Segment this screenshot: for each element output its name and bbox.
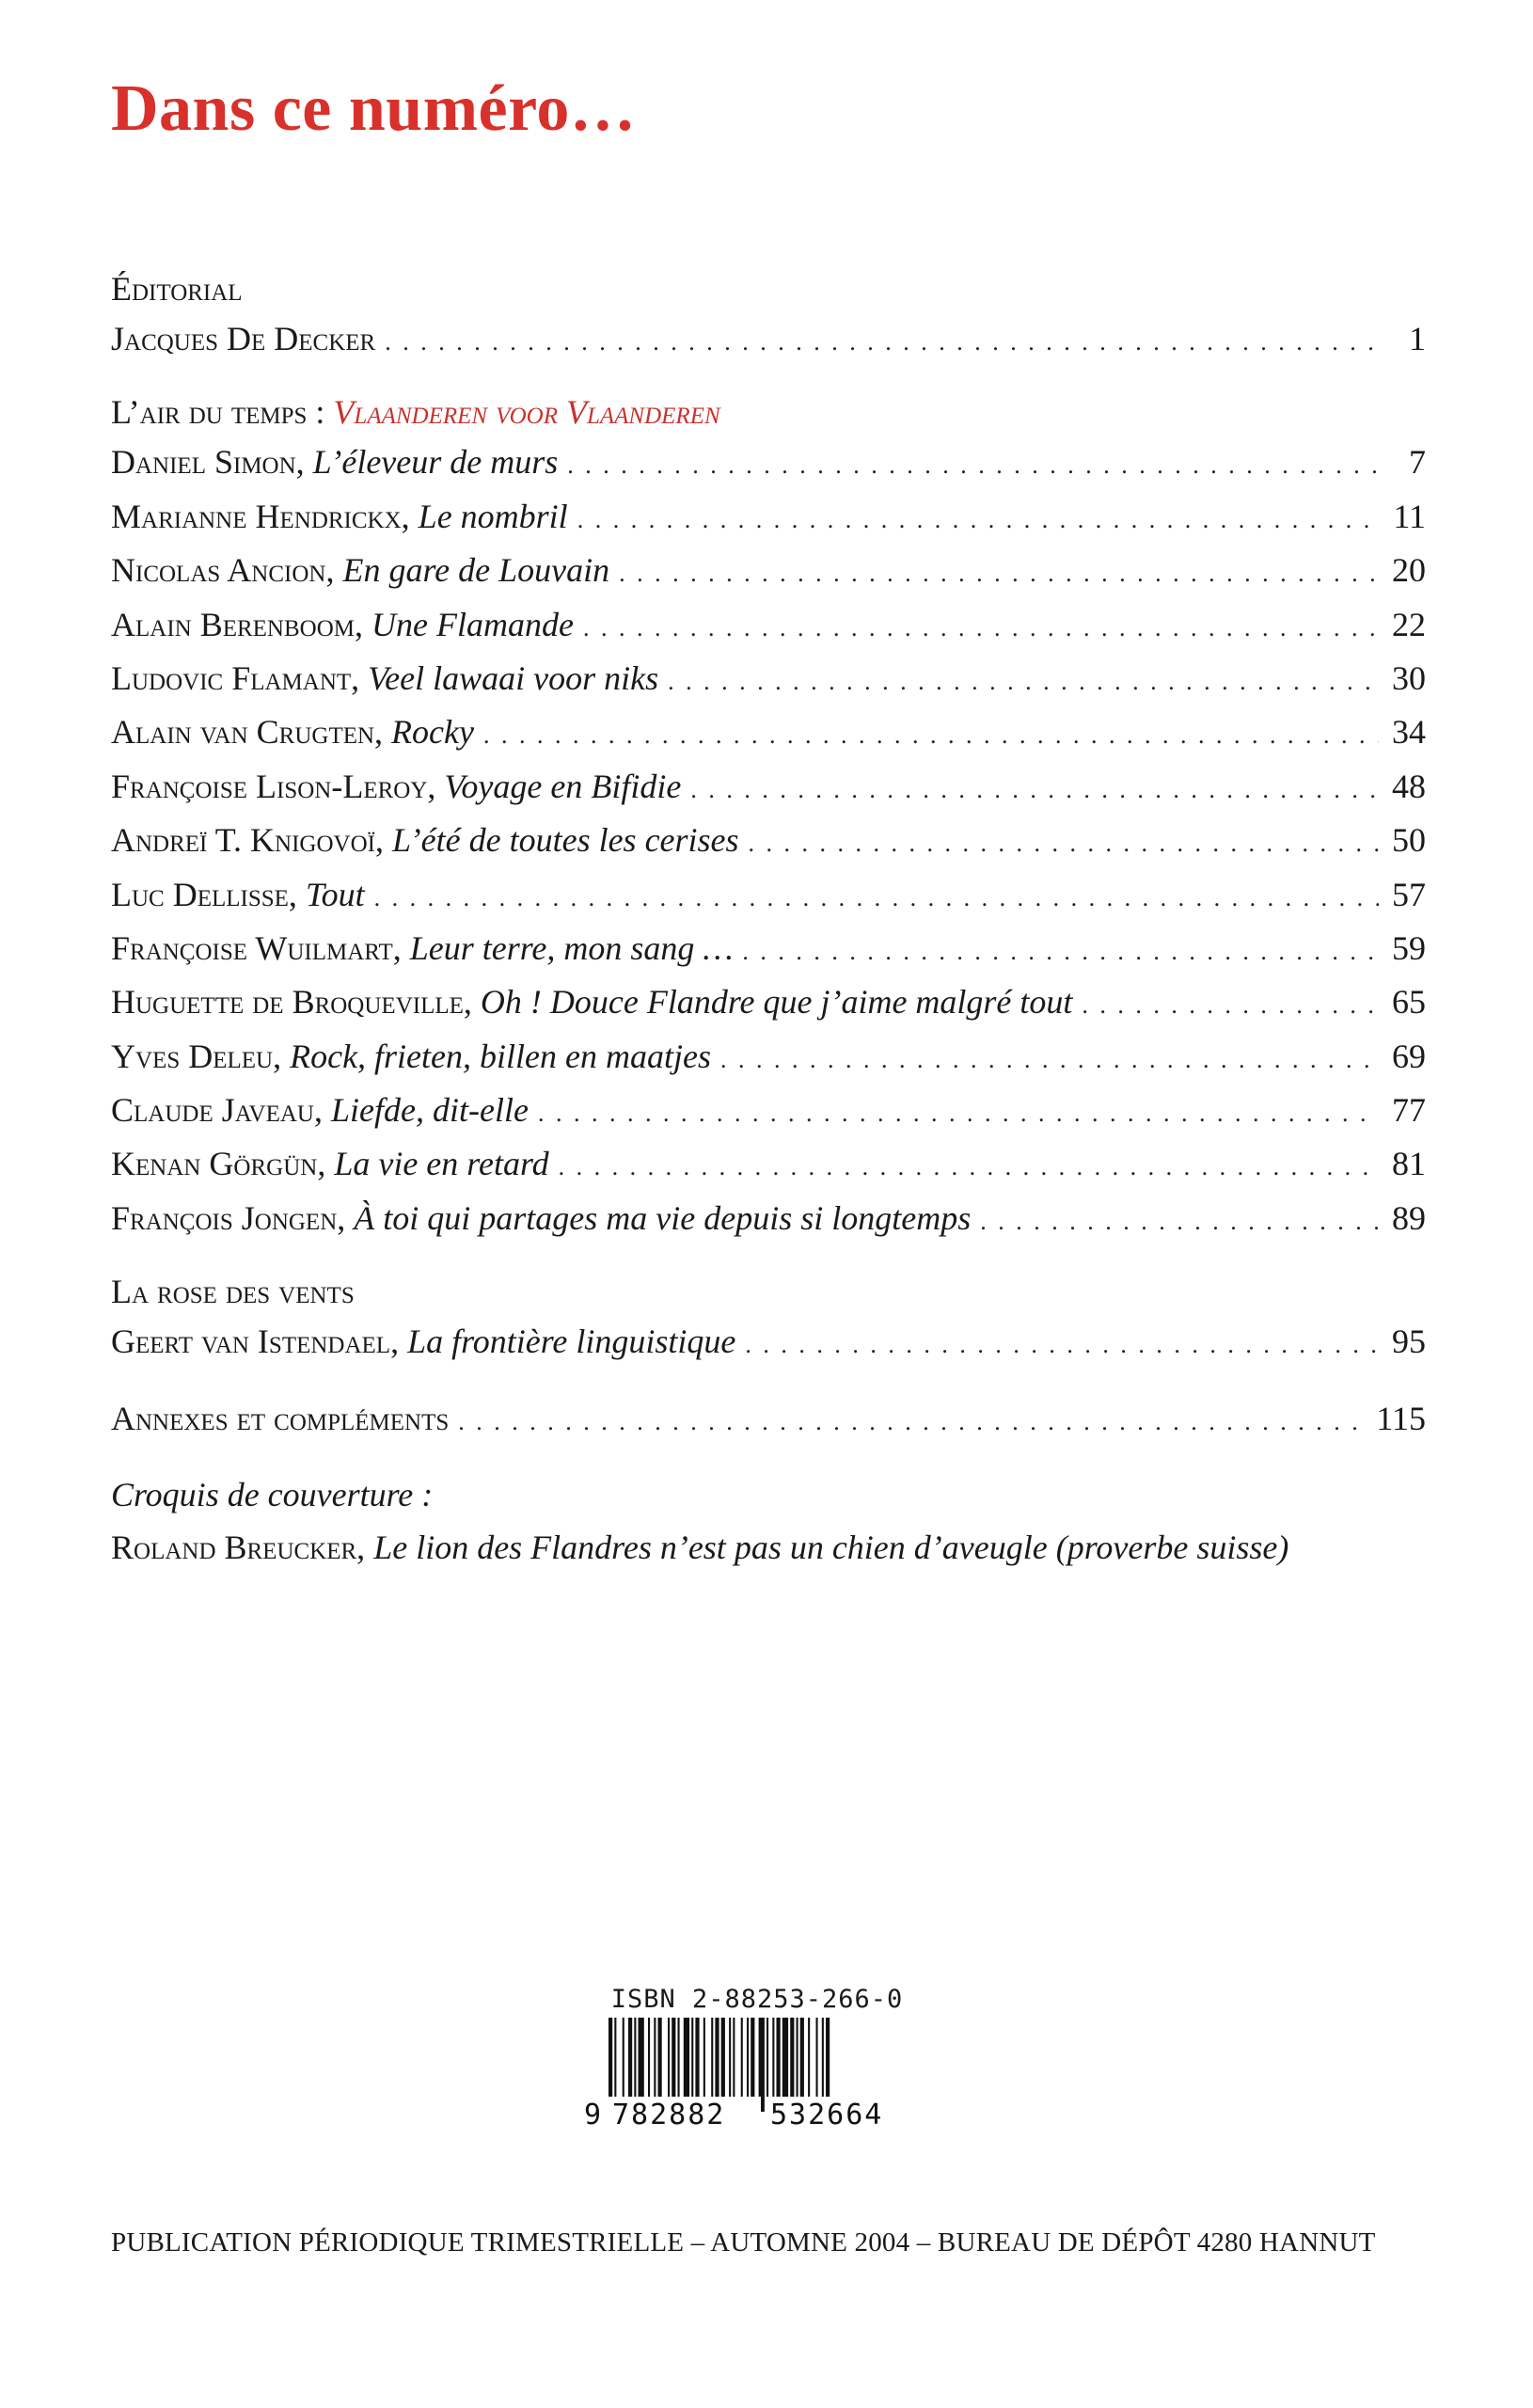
entry-title: Tout bbox=[305, 875, 365, 913]
entry-author: Marianne Hendrickx, bbox=[111, 497, 410, 535]
entry-title: La vie en retard bbox=[334, 1145, 549, 1183]
entry-title: Rock, frieten, billen en maatjes bbox=[290, 1037, 711, 1075]
entry-author: Huguette de Broqueville, bbox=[111, 983, 472, 1022]
cover-credit-line bbox=[111, 1521, 1426, 1574]
toc-entry[interactable] bbox=[111, 598, 1426, 652]
entry-label: Annexes et compléments bbox=[111, 1399, 450, 1437]
entry-author: Claude Javeau, bbox=[111, 1091, 323, 1130]
toc-entry[interactable] bbox=[111, 1315, 1426, 1369]
table-of-contents bbox=[111, 265, 1426, 1574]
cover-credit bbox=[111, 1468, 1426, 1574]
entry-page-number: 57 bbox=[1392, 875, 1426, 913]
entry-page-number: 7 bbox=[1409, 443, 1426, 482]
entry-list bbox=[111, 436, 1426, 1245]
dot-leader bbox=[567, 438, 1379, 492]
entry-title: Le nombril bbox=[418, 497, 568, 535]
page-title: Dans ce numéro… bbox=[111, 72, 637, 145]
toc-entry[interactable] bbox=[111, 312, 1426, 366]
entry-author: Ludovic Flamant, bbox=[111, 658, 360, 697]
entry-title: À toi qui partages ma vie depuis si longtemps bbox=[354, 1198, 972, 1237]
entry-title: Voyage en Bifidie bbox=[444, 767, 682, 805]
entry-author: Jacques De Decker bbox=[111, 320, 376, 357]
toc-entry[interactable] bbox=[111, 705, 1426, 759]
entry-author: Alain Berenboom, bbox=[111, 605, 363, 643]
section-heading: La rose des vents bbox=[111, 1273, 355, 1311]
barcode-digit-first: 9 bbox=[584, 2099, 602, 2129]
cover-credit-intro: Croquis de couverture : bbox=[111, 1476, 434, 1514]
entry-page-number: 81 bbox=[1392, 1145, 1426, 1183]
entry-author: Daniel Simon, bbox=[111, 443, 305, 482]
entry-page-number: 89 bbox=[1392, 1198, 1426, 1237]
toc-entry[interactable] bbox=[111, 814, 1426, 867]
barcode-block bbox=[578, 1985, 936, 2129]
entry-page-number: 48 bbox=[1392, 767, 1426, 805]
toc-entry[interactable] bbox=[111, 760, 1426, 814]
entry-title: En gare de Louvain bbox=[342, 551, 610, 590]
toc-entry[interactable] bbox=[111, 490, 1426, 544]
dot-leader bbox=[385, 315, 1379, 369]
toc-entry[interactable] bbox=[111, 544, 1426, 597]
toc-entry[interactable] bbox=[111, 1030, 1426, 1084]
entry-title: Liefde, dit-elle bbox=[331, 1091, 529, 1130]
toc-entry-annexes[interactable] bbox=[111, 1392, 1426, 1446]
entry-page-number: 22 bbox=[1392, 605, 1426, 643]
entry-page-number: 69 bbox=[1392, 1037, 1426, 1075]
entry-title: Oh ! Douce Flandre que j’aime malgré tout bbox=[480, 983, 1073, 1022]
entry-title: Veel lawaai voor niks bbox=[368, 658, 659, 697]
dot-leader bbox=[374, 871, 1379, 925]
entry-title: La frontière linguistique bbox=[407, 1323, 736, 1361]
toc-entry[interactable] bbox=[111, 1084, 1426, 1137]
dot-leader bbox=[538, 1086, 1379, 1140]
entry-author: Nicolas Ancion, bbox=[111, 551, 335, 590]
dot-leader bbox=[559, 1140, 1379, 1194]
dot-leader bbox=[619, 547, 1379, 600]
entry-author: Françoise Lison-Leroy, bbox=[111, 767, 436, 805]
entry-page-number: 1 bbox=[1409, 320, 1426, 357]
toc-entry[interactable] bbox=[111, 1192, 1426, 1245]
entry-author: Luc Dellisse, bbox=[111, 875, 297, 913]
entry-page-number: 30 bbox=[1392, 658, 1426, 697]
cover-credit-title: Le lion des Flandres n’est pas un chien d’aveugle (proverbe suisse) bbox=[373, 1529, 1289, 1567]
entry-title: L’été de toutes les cerises bbox=[391, 821, 739, 860]
toc-entry[interactable] bbox=[111, 1137, 1426, 1191]
entry-title: Rocky bbox=[391, 713, 474, 752]
section-editorial bbox=[111, 265, 1426, 366]
dot-leader bbox=[742, 925, 1379, 978]
entry-page-number: 20 bbox=[1392, 551, 1426, 590]
section-heading-label: L’air du temps : bbox=[111, 393, 325, 432]
section-subheading: Vlaanderen voor Vlaanderen bbox=[333, 393, 720, 432]
barcode-digits-group2: 532664 bbox=[770, 2099, 884, 2129]
toc-entry[interactable] bbox=[111, 652, 1426, 705]
isbn-text: ISBN 2-88253-266-0 bbox=[610, 1985, 904, 2014]
toc-entry[interactable] bbox=[111, 868, 1426, 922]
cover-credit-author: Roland Breucker, bbox=[111, 1529, 366, 1567]
entry-page-number: 34 bbox=[1392, 713, 1426, 752]
dot-leader bbox=[1082, 978, 1379, 1032]
section-rose-des-vents bbox=[111, 1268, 1426, 1369]
dot-leader bbox=[577, 493, 1379, 547]
entry-page-number: 77 bbox=[1392, 1091, 1426, 1130]
entry-author: Françoise Wuilmart, bbox=[111, 928, 402, 967]
dot-leader bbox=[483, 708, 1379, 762]
entry-author: Andreï T. Knigovoï, bbox=[111, 821, 384, 860]
dot-leader bbox=[749, 816, 1379, 870]
entry-author: François Jongen, bbox=[111, 1198, 346, 1237]
entry-page-number: 59 bbox=[1392, 928, 1426, 967]
entry-page-number: 115 bbox=[1376, 1399, 1426, 1437]
entry-title: Leur terre, mon sang … bbox=[409, 928, 734, 967]
dot-leader bbox=[745, 1318, 1379, 1371]
section-heading: Éditorial bbox=[111, 270, 243, 308]
section-annexes bbox=[111, 1392, 1426, 1446]
entry-page-number: 65 bbox=[1392, 983, 1426, 1022]
dot-leader bbox=[690, 763, 1379, 816]
section-air-du-temps bbox=[111, 388, 1426, 1245]
toc-entry[interactable] bbox=[111, 975, 1426, 1029]
section-heading bbox=[111, 388, 1426, 436]
dot-leader bbox=[720, 1033, 1379, 1086]
entry-author: Kenan Görgün, bbox=[111, 1145, 326, 1183]
entry-author: Alain van Crugten, bbox=[111, 713, 384, 752]
publication-footer: PUBLICATION PÉRIODIQUE TRIMESTRIELLE – AUTOMNE 2004 – BUREAU DE DÉPÔT 4280 HANNUT bbox=[111, 2227, 1376, 2258]
entry-author: Yves Deleu, bbox=[111, 1037, 282, 1075]
barcode-icon bbox=[578, 2018, 936, 2129]
toc-entry[interactable] bbox=[111, 922, 1426, 975]
entry-title: L’éleveur de murs bbox=[312, 443, 559, 482]
entry-page-number: 50 bbox=[1392, 821, 1426, 860]
entry-title: Une Flamande bbox=[371, 605, 574, 643]
toc-entry[interactable] bbox=[111, 436, 1426, 489]
entry-page-number: 95 bbox=[1392, 1323, 1426, 1361]
dot-leader bbox=[458, 1395, 1367, 1449]
dot-leader bbox=[980, 1195, 1379, 1248]
dot-leader bbox=[668, 655, 1379, 708]
entry-page-number: 11 bbox=[1393, 497, 1426, 535]
dot-leader bbox=[583, 601, 1379, 655]
entry-author: Geert van Istendael, bbox=[111, 1323, 400, 1361]
barcode-digits-group1: 782882 bbox=[612, 2099, 726, 2129]
